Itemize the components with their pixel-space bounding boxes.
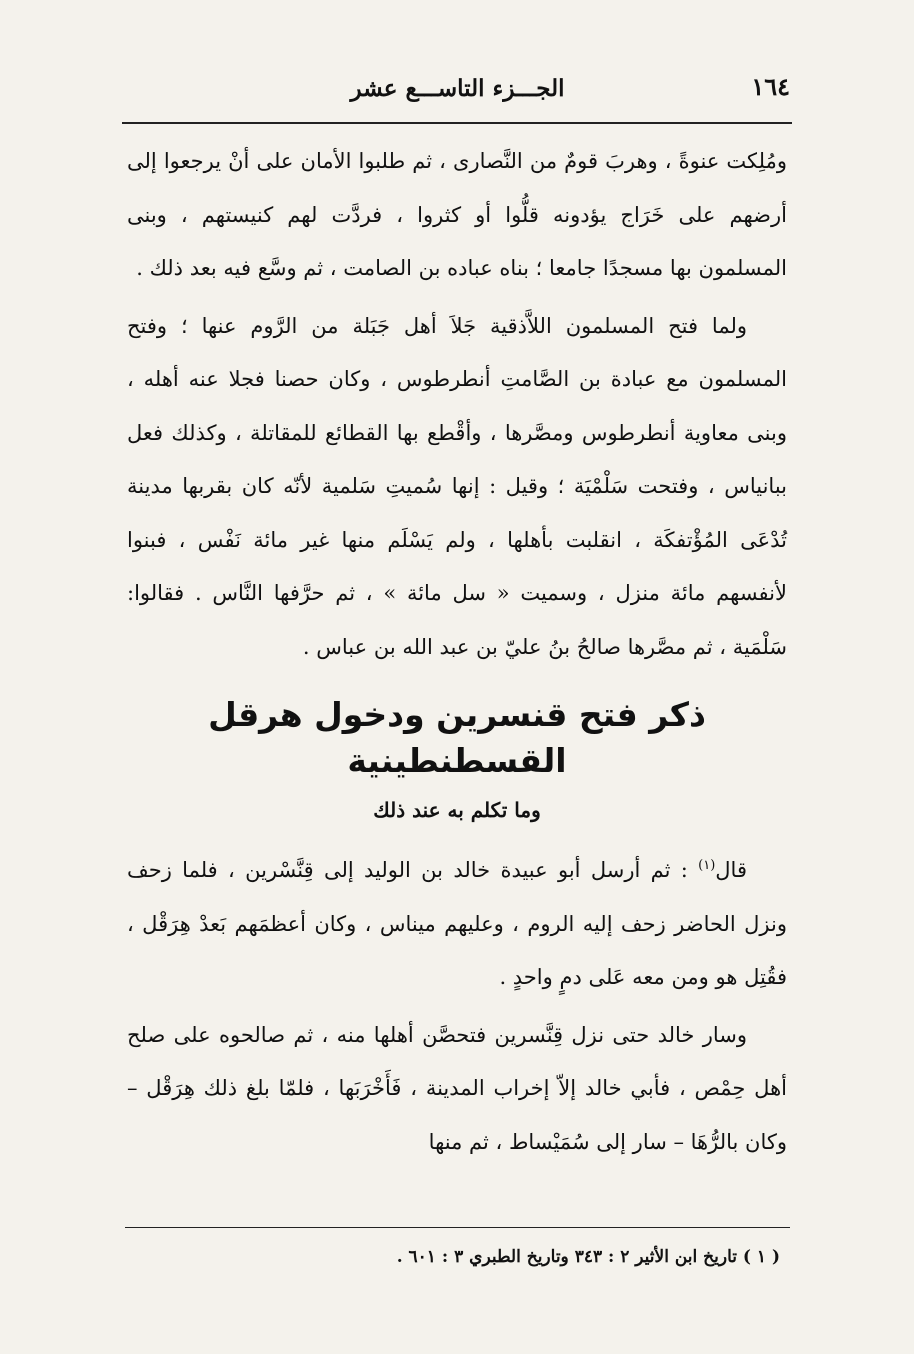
section-subtitle: وما تكلم به عند ذلك	[373, 798, 541, 822]
footnote: ( ١ ) تاريخ ابن الأثير ٢ : ٣٤٣ وتاريخ الطبري ٣ : ٦٠١ .	[396, 1247, 780, 1267]
page-body	[127, 135, 787, 1169]
footnote-marker[interactable]: (١)	[698, 858, 716, 873]
paragraph-4: وسار خالد حتى نزل قِنَّسرين فتحصَّن أهلها منه ، ثم صالحوه على صلح أهل حِمْص ، فأبي خالد إلاّ إخراب المدينة ، فَأَخْرَبَها ، فلمّا بلغ ذلك هِرَقْل – وكان بالرُّهَا – سار إلى سُمَيْساط ، ثم منها	[127, 1022, 787, 1154]
header-rule	[122, 122, 792, 124]
running-title: الجـــزء التاســـع عشر	[350, 74, 565, 102]
page-number: ١٦٤	[751, 72, 790, 101]
paragraph-2: ولما فتح المسلمون اللاَّذقية جَلاَ أهل جَبَلة من الرَّوم عنها ؛ وفتح المسلمون مع عبادة بن الصَّامتِ أنطرطوس ، وكان حصنا فجلا عنه أهله ، وبنى معاوية أنطرطوس ومصَّرها ، وأقْطع بها القطائع للمقاتلة ، وكذلك فعل ببانياس ، وفتحت سَلْمْيَة ؛ وقيل : إنها سُميتِ سَلمية لأنّه كان بقربها مدينة تُدْعَى المُؤْتفكَة ، انقلبت بأهلها ، ولم يَسْلَم منها غير مائة نَفْس ، فبنوا لأنفسهم مائة منزل ، وسميت « سل مائة » ، ثم حرَّفها النَّاس . فقالوا: سَلْمَية ، ثم مصَّرها صالحُ بنُ عليّ بن عبد الله بن عباس .	[127, 313, 787, 659]
paragraph-3-text: : ثم أرسل أبو عبيدة خالد بن الوليد إلى قِنَّسْرين ، فلما زحف ونزل الحاضر زحف إليه الروم ، وعليهم ميناس ، وكان أعظمَهم بَعدْ هِرَقْل ، فقُتِل هو ومن معه عَلى دمٍ واحدٍ .	[127, 858, 787, 989]
paragraph-3-lead: قال	[715, 858, 747, 882]
paragraph-3	[127, 844, 787, 1005]
page-header	[125, 68, 790, 108]
footnote-rule	[125, 1227, 790, 1228]
section-title: ذكر فتح قنسرين ودخول هرقل القسطنطينية	[208, 695, 706, 780]
paragraph-1: ومُلِكت عنوةً ، وهربَ قومٌ من النَّصارى ، ثم طلبوا الأمان على أنْ يرجعوا إلى أرضهم على خَرَاج يؤدونه قلُّوا أو كثروا ، فردَّت لهم كنيستهم ، وبنى المسلمون بها مسجدًا جامعا ؛ بناه عباده بن الصامت ، ثم وسَّع فيه بعد ذلك .	[127, 149, 787, 280]
